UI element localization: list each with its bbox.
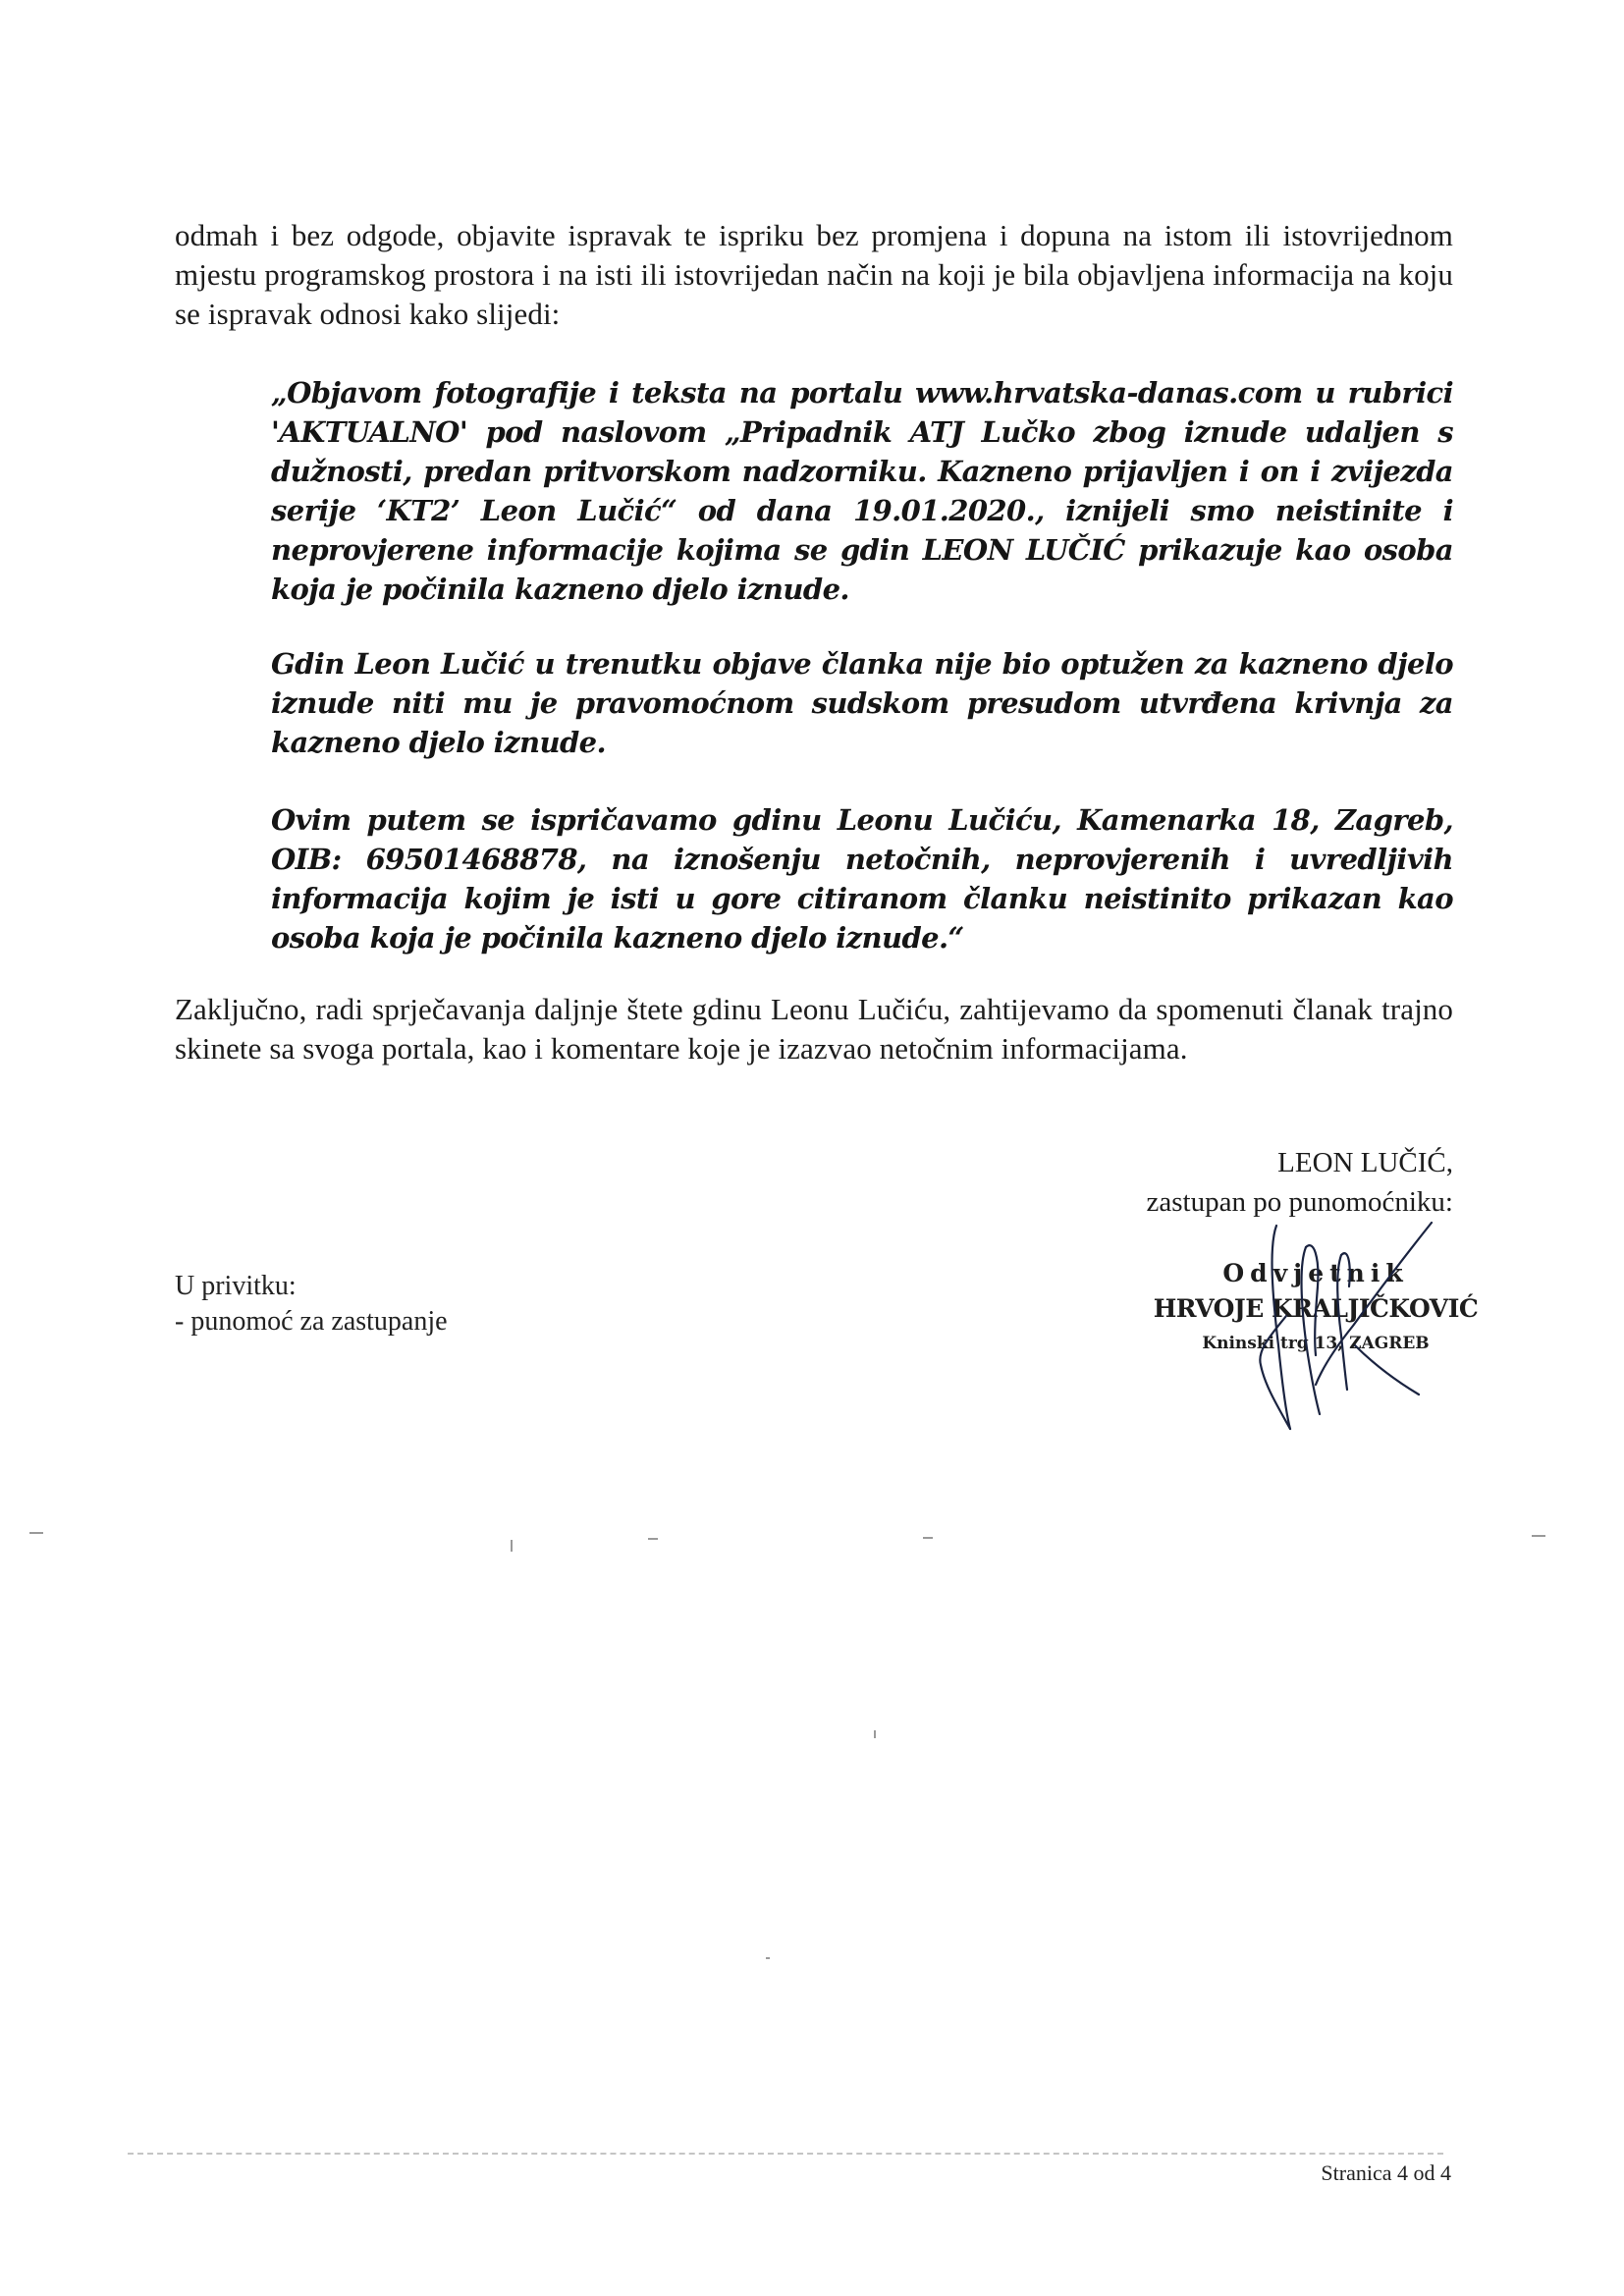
scan-artifact <box>648 1538 658 1540</box>
correction-paragraph-2: Gdin Leon Lučić u trenutku objave članka nije bio optužen za kazneno djelo iznude niti mu je pravomoćnom sudskom presudom utvrđena krivnja za kazneno djelo iznude. <box>271 647 1453 759</box>
stamp-address: Kninski trg 13, ZAGREB <box>1202 1334 1430 1353</box>
intro-paragraph: odmah i bez odgode, objavite ispravak te ispriku bez promjena i dopuna na istom ili istovrijednom mjestu programskog prostora i na isti ili istovrijedan način na koji je bila objavljena informacija na koju se ispravak odnosi kako slijedi: <box>175 218 1453 331</box>
stamp-title: Odvjetnik <box>1222 1259 1409 1287</box>
correction-paragraph-3: Ovim putem se ispričavamo gdinu Leonu Lučiću, Kamenarka 18, Zagreb, OIB: 69501468878, na iznošenju netočnih, neprovjerenih i uvredljivih informacija kojim je isti u gore citiranom članku neistinito prikazan kao osoba koja je počinila kazneno djelo iznude.“ <box>271 803 1453 955</box>
scan-artifact <box>511 1540 513 1552</box>
attachments-heading: U privitku: <box>175 1271 297 1301</box>
stamp-name: HRVOJE KRALJIČKOVIĆ <box>1153 1294 1479 1323</box>
correction-paragraph-1: „Objavom fotografije i teksta na portalu www.hrvatska-danas.com u rubrici 'AKTUALNO' pod naslovom „Pripadnik ATJ Lučko zbog iznude udaljen s dužnosti, predan pritvorskom nadzorniku. Kazneno prijavljen i on i zvijezda serije ‘KT2’ Leon Lučić“ od dana 19.01.2020., iznijeli smo neistinite i neprovjerene informacije kojima se gdin LEON LUČIĆ prikazuje kao osoba koja je počinila kazneno djelo iznude. <box>271 376 1453 606</box>
scan-artifact <box>874 1730 876 1738</box>
signatory-representation: zastupan po punomoćniku: <box>1146 1186 1453 1218</box>
signatory-block <box>1146 1143 1453 1222</box>
scan-artifact <box>1532 1535 1545 1537</box>
attachments-block <box>175 1269 448 1339</box>
footer-divider <box>128 2153 1443 2155</box>
scan-artifact <box>923 1537 933 1539</box>
scan-artifact <box>29 1532 43 1534</box>
handwritten-signature <box>1247 1218 1443 1434</box>
page-number: Stranica 4 od 4 <box>1321 2160 1451 2185</box>
closing-paragraph: Zaključno, radi sprječavanja daljnje štete gdinu Leonu Lučiću, zahtijevamo da spomenuti članak trajno skinete sa svoga portala, kao i komentare koje je izazvao netočnim informacijama. <box>175 992 1453 1066</box>
scan-artifact <box>766 1957 770 1959</box>
signatory-name: LEON LUČIĆ, <box>1277 1147 1453 1178</box>
attachment-item: - punomoć za zastupanje <box>175 1306 448 1337</box>
